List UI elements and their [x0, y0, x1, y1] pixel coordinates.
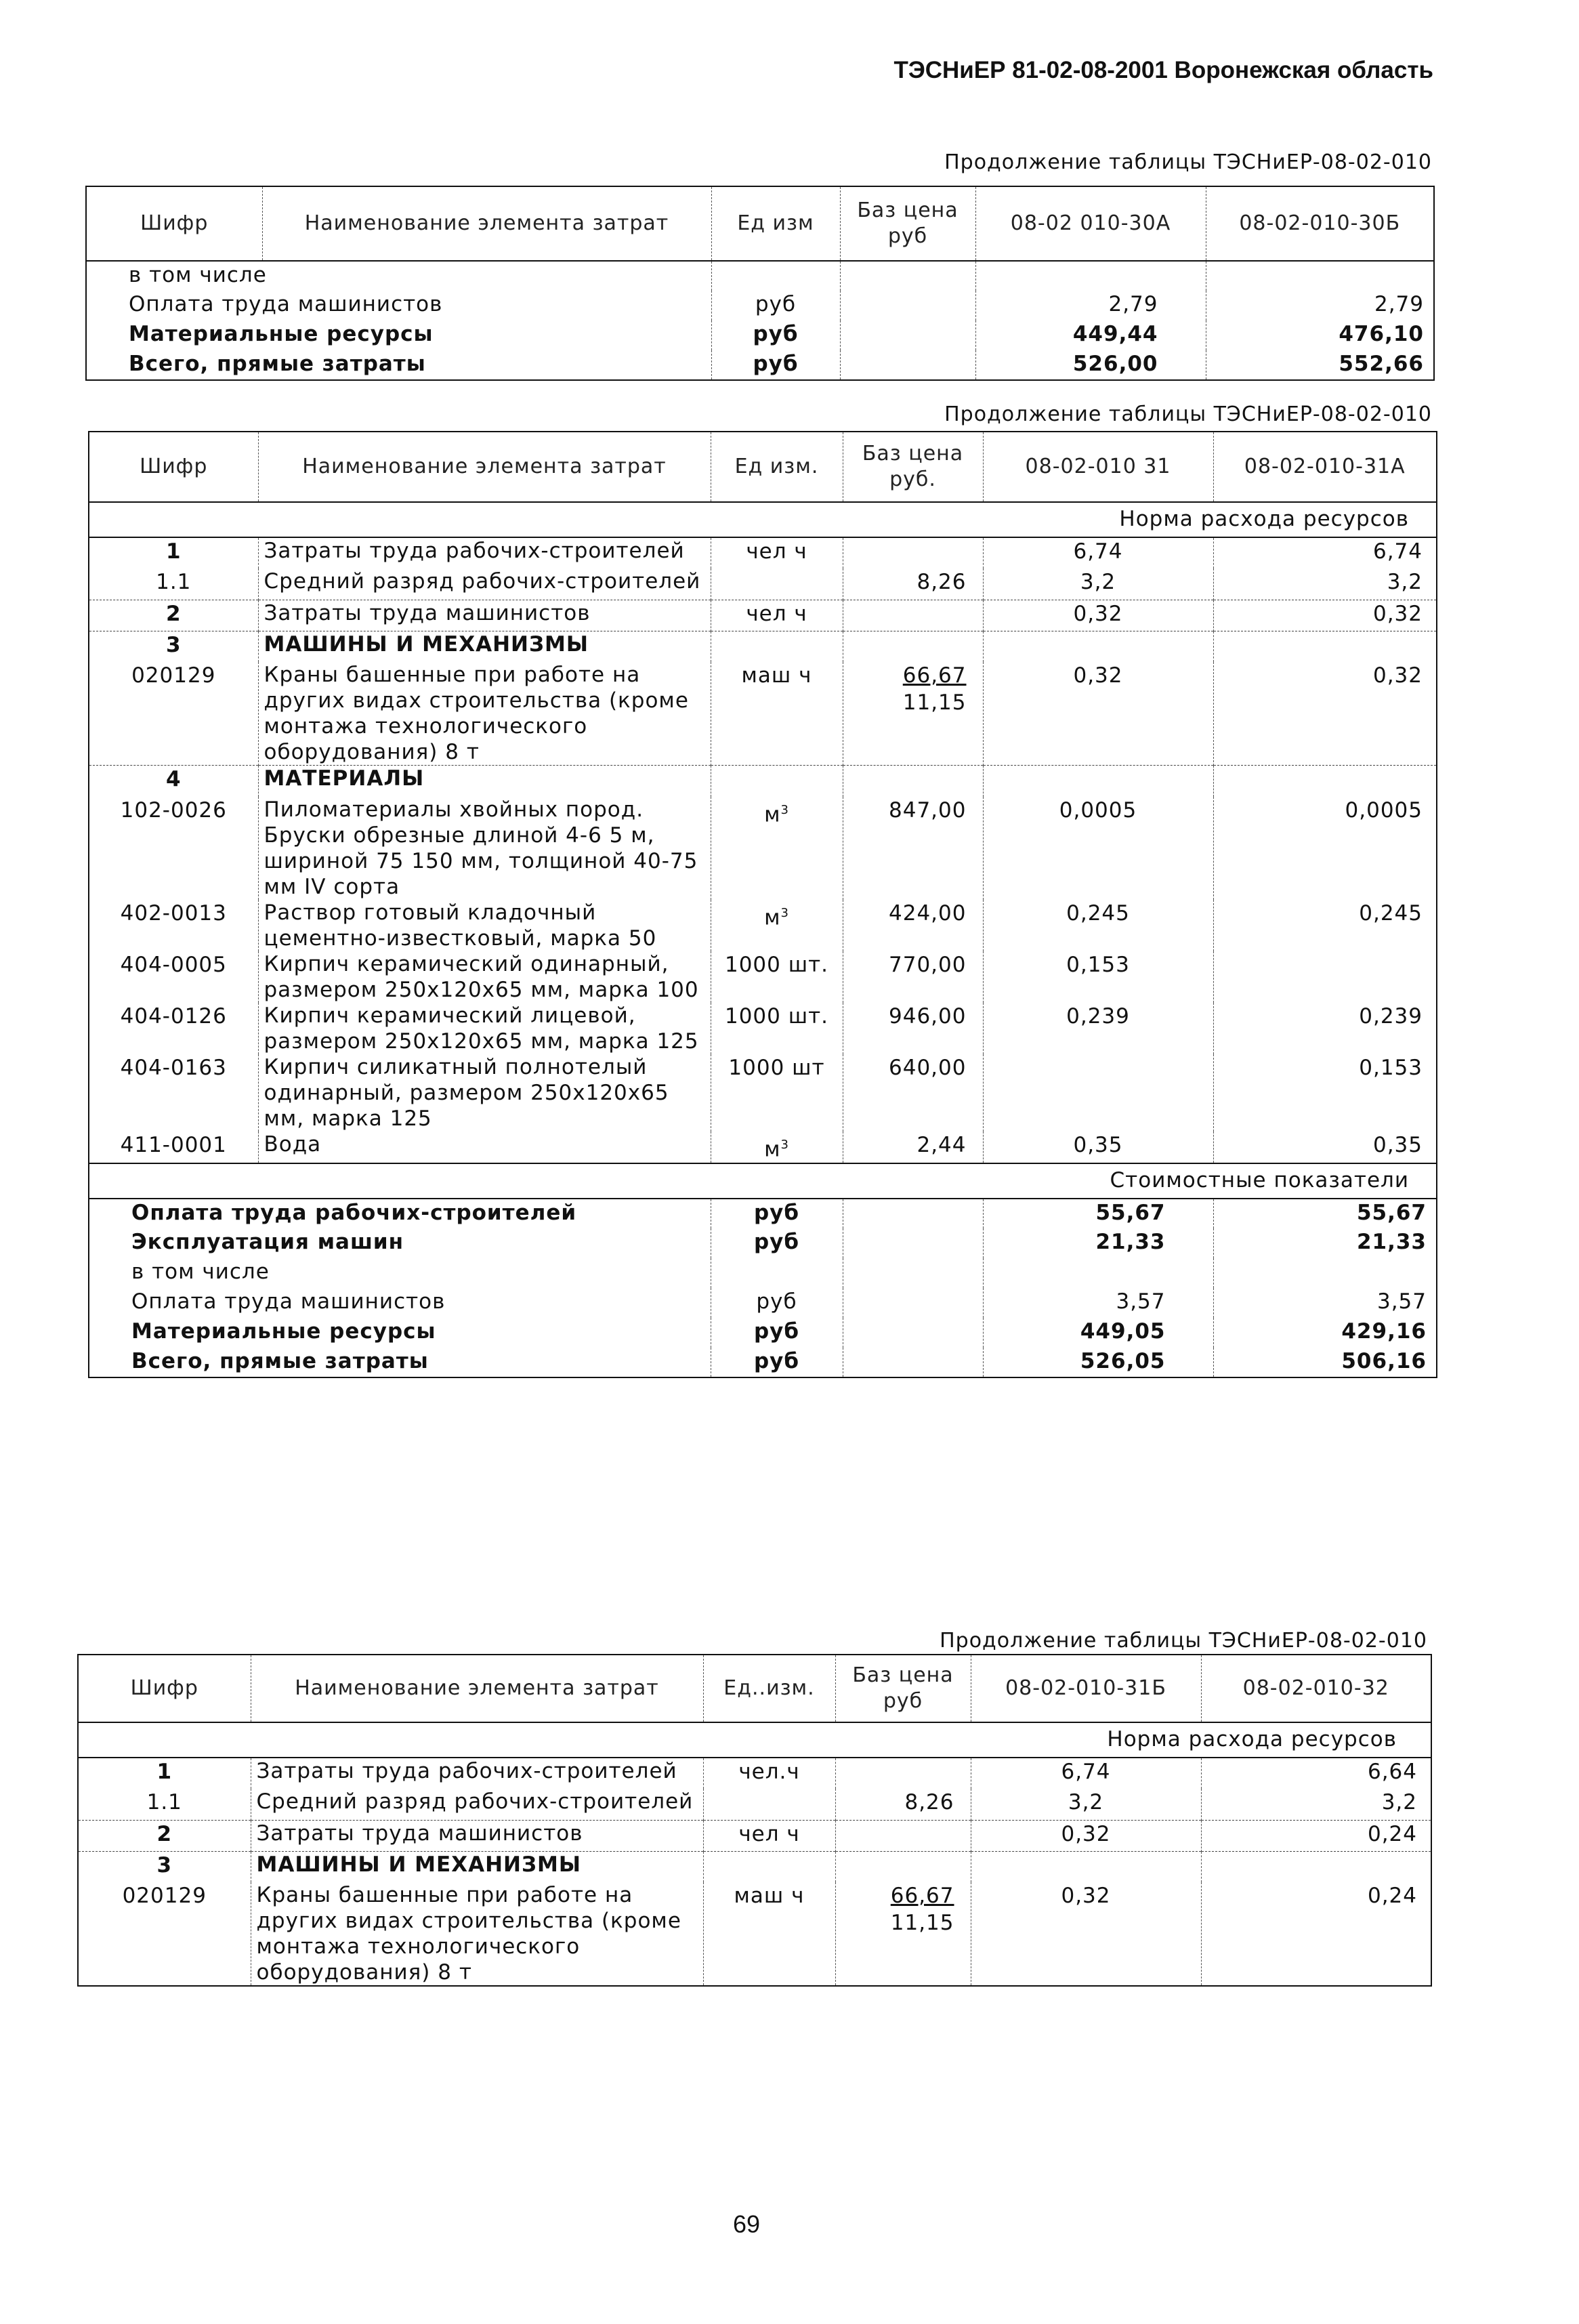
price-value: 946,00: [889, 1003, 967, 1029]
row-value-1: 0,35: [983, 1132, 1213, 1163]
row-name: Пиломатериалы хвойных пород. Бруски обрезные длиной 4-6 5 м, шириной 75 150 мм, толщиной 40-75 мм IV сорта: [258, 797, 711, 900]
row-code: 3: [78, 1851, 251, 1882]
table-row: [89, 766, 1437, 797]
unit-text: м: [764, 905, 781, 930]
resource-table-3: [77, 1654, 1432, 1987]
row-price: [840, 320, 975, 350]
row-value-2: 6,64: [1367, 1760, 1417, 1784]
row-price: [843, 568, 983, 600]
row-value-1: 0,32: [971, 1882, 1201, 1986]
row-unit: [711, 797, 843, 900]
table-row: [89, 1003, 1437, 1054]
row-value-2: [1201, 1851, 1431, 1882]
row-unit: [711, 1132, 843, 1163]
price-value: 424,00: [889, 900, 967, 926]
row-code: 2: [89, 600, 258, 631]
table-row: [89, 1228, 1437, 1258]
row-unit: руб: [711, 320, 840, 350]
table-row: [89, 1258, 1437, 1288]
row-unit: [703, 1851, 835, 1882]
table-row: [86, 350, 1434, 380]
table-continuation-label: Продолжение таблицы ТЭСНиЕР-08-02-010: [944, 150, 1432, 174]
row-price: [843, 537, 983, 568]
header-col1: 08-02-010-31Б: [971, 1655, 1201, 1722]
row-value-2: 0,0005: [1345, 797, 1423, 823]
price-value-secondary: 11,15: [890, 1911, 954, 1935]
row-name: Кирпич керамический одинарный, размером 250х120х65 мм, марка 100: [258, 951, 711, 1003]
header-col2: 08-02-010-32: [1201, 1655, 1431, 1722]
row-unit: руб: [711, 1348, 843, 1377]
row-name: Раствор готовый кладочный цементно-известковый, марка 50: [258, 900, 711, 951]
row-value-2: [1213, 766, 1437, 797]
row-unit: [703, 1789, 835, 1820]
row-value-1: 3,2: [971, 1789, 1201, 1820]
row-name: Вода: [258, 1132, 711, 1163]
row-value-1: 6,74: [971, 1758, 1201, 1789]
row-value-2: 6,74: [1372, 539, 1423, 564]
row-value-2: 506,16: [1341, 1348, 1427, 1373]
row-name: Всего, прямые затраты: [86, 350, 711, 380]
row-unit: [711, 1054, 843, 1132]
row-name: МАТЕРИАЛЫ: [258, 766, 711, 797]
unit-text: 1000 шт.: [724, 1003, 829, 1029]
unit-text: чел ч: [746, 601, 807, 626]
row-unit: руб: [711, 350, 840, 380]
table-row: [89, 662, 1437, 766]
row-price: [843, 1318, 983, 1348]
row-value-1: [983, 1258, 1213, 1288]
table-row: [89, 537, 1437, 568]
row-code: 1: [89, 537, 258, 568]
row-value-1: 0,32: [983, 662, 1213, 766]
unit-text: 1000 шт.: [724, 952, 829, 977]
row-price: [843, 951, 983, 1003]
table-row: [78, 1789, 1431, 1820]
header-unit: Ед изм.: [711, 432, 843, 502]
table-row: [89, 797, 1437, 900]
price-value: 66,67: [902, 663, 967, 688]
row-value-2: 0,153: [1359, 1055, 1423, 1080]
row-name: Затраты труда машинистов: [251, 1820, 703, 1851]
row-code: 020129: [78, 1882, 251, 1986]
row-price: [843, 900, 983, 951]
price-value: 847,00: [889, 797, 967, 823]
row-price: [843, 1199, 983, 1228]
row-price: [835, 1789, 971, 1820]
norm-label: Норма расхода ресурсов: [78, 1722, 1431, 1758]
header-name: Наименование элемента затрат: [251, 1655, 703, 1722]
row-value-2: 2,79: [1374, 292, 1424, 316]
price-value-secondary: 11,15: [902, 690, 967, 715]
row-price: [843, 1003, 983, 1054]
row-code: 4: [89, 766, 258, 797]
row-unit: [711, 1003, 843, 1054]
row-name: Оплата труда машинистов: [86, 291, 711, 320]
row-name: Краны башенные при работе на других видах строительства (кроме монтажа технологического оборудования) 8 т: [251, 1882, 703, 1986]
row-value-2: 55,67: [1356, 1200, 1427, 1225]
row-code: 2: [78, 1820, 251, 1851]
table-row: [78, 1758, 1431, 1789]
row-price: [835, 1820, 971, 1851]
row-unit: руб: [711, 291, 840, 320]
row-value-2: 3,2: [1381, 1790, 1417, 1814]
row-code: 1: [78, 1758, 251, 1789]
row-unit: руб: [711, 1318, 843, 1348]
row-value-1: 3,57: [983, 1288, 1213, 1318]
table-row: [89, 568, 1437, 600]
table-row: [78, 1882, 1431, 1986]
row-name: Кирпич силикатный полнотелый одинарный, размером 250х120х65 мм, марка 125: [258, 1054, 711, 1132]
row-price: [835, 1758, 971, 1789]
row-code: 411-0001: [89, 1132, 258, 1163]
row-unit: руб: [711, 1199, 843, 1228]
row-value-2: 0,239: [1359, 1003, 1423, 1029]
header-col2: 08-02-010-30Б: [1206, 186, 1434, 261]
row-price: [843, 1228, 983, 1258]
price-value: 66,67: [890, 1884, 954, 1908]
row-price: [843, 1348, 983, 1377]
table-row: [86, 261, 1434, 291]
header-base-price: Баз цена руб.: [843, 432, 983, 502]
row-unit: [711, 600, 843, 631]
row-value-1: [983, 631, 1213, 662]
row-value-1: 0,32: [983, 600, 1213, 631]
header-base-price: Баз цена руб: [840, 186, 975, 261]
row-value-1: [971, 1851, 1201, 1882]
row-value-1: 449,05: [983, 1318, 1213, 1348]
unit-superscript: 3: [780, 1137, 789, 1152]
row-name: Материальные ресурсы: [86, 320, 711, 350]
row-code: 402-0013: [89, 900, 258, 951]
row-name: Краны башенные при работе на других видах строительства (кроме монтажа технологического оборудования) 8 т: [258, 662, 711, 766]
row-name: Оплата труда рабочих-строителей: [89, 1199, 711, 1228]
row-price: [843, 766, 983, 797]
row-unit: [711, 662, 843, 766]
row-value-2: 0,32: [1213, 600, 1437, 631]
price-value: 770,00: [889, 952, 967, 977]
header-col1: 08-02 010-30А: [975, 186, 1206, 261]
row-name: Эксплуатация машин: [89, 1228, 711, 1258]
row-unit: [711, 1258, 843, 1288]
row-price: [843, 600, 983, 631]
unit-text: м: [764, 1136, 781, 1161]
row-value-1: [975, 261, 1206, 291]
page-header: ТЭСНиЕР 81-02-08-2001 Воронежская область: [893, 57, 1433, 83]
table-row: [78, 1820, 1431, 1851]
unit-text: 1000 шт: [728, 1055, 825, 1080]
row-price: [840, 350, 975, 380]
table-row: [89, 1054, 1437, 1132]
unit-text: м: [764, 802, 781, 827]
row-unit: [711, 766, 843, 797]
row-value-2: [1213, 951, 1437, 1003]
table-row: [86, 320, 1434, 350]
row-value-2: 0,35: [1372, 1132, 1423, 1157]
row-value-2: 3,57: [1376, 1289, 1427, 1314]
row-price: [843, 1054, 983, 1132]
norm-label: Норма расхода ресурсов: [89, 502, 1437, 537]
row-code: 1.1: [89, 568, 258, 600]
table-row: [89, 1288, 1437, 1318]
unit-text: чел ч: [746, 539, 807, 564]
row-price: [843, 1132, 983, 1163]
table-continuation-label: Продолжение таблицы ТЭСНиЕР-08-02-010: [944, 402, 1432, 426]
cost-label: Стоимостные показатели: [89, 1163, 1437, 1199]
header-code: Шифр: [78, 1655, 251, 1722]
row-name: Затраты труда машинистов: [258, 600, 711, 631]
row-value-2: 429,16: [1341, 1319, 1427, 1344]
unit-text: чел.ч: [738, 1760, 800, 1784]
table-row: [86, 291, 1434, 320]
row-value-2: [1213, 631, 1437, 662]
price-value: 8,26: [904, 1790, 954, 1814]
row-value-2: [1213, 1258, 1437, 1288]
page-number: 69: [733, 2210, 761, 2238]
row-unit: руб: [711, 1288, 843, 1318]
row-name: Оплата труда машинистов: [89, 1288, 711, 1318]
row-name: Затраты труда рабочих-строителей: [251, 1758, 703, 1789]
row-value-2: 0,24: [1201, 1820, 1431, 1851]
row-name: Затраты труда рабочих-строителей: [258, 537, 711, 568]
row-name: МАШИНЫ И МЕХАНИЗМЫ: [251, 1851, 703, 1882]
row-code: 404-0126: [89, 1003, 258, 1054]
row-value-2: 0,32: [1372, 663, 1423, 688]
header-col1: 08-02-010 31: [983, 432, 1213, 502]
row-value-2: 3,2: [1387, 570, 1423, 594]
row-value-1: [983, 1054, 1213, 1132]
row-unit: [711, 261, 840, 291]
row-price: [840, 291, 975, 320]
row-value-1: [983, 766, 1213, 797]
row-code: 102-0026: [89, 797, 258, 900]
row-value-1: 0,245: [983, 900, 1213, 951]
table-continuation-label: Продолжение таблицы ТЭСНиЕР-08-02-010: [940, 1629, 1427, 1653]
unit-text: чел ч: [738, 1821, 800, 1846]
row-price: [835, 1882, 971, 1986]
unit-text: маш ч: [734, 1884, 805, 1908]
row-value-1: 526,00: [975, 350, 1206, 380]
row-value-1: 2,79: [975, 291, 1206, 320]
header-unit: Ед..изм.: [703, 1655, 835, 1722]
table-row: [89, 900, 1437, 951]
price-value: 640,00: [889, 1055, 967, 1080]
row-unit: [711, 951, 843, 1003]
header-base-price: Баз цена руб: [835, 1655, 971, 1722]
table-row: [89, 1318, 1437, 1348]
table-row: [89, 1348, 1437, 1377]
row-value-2: 0,24: [1367, 1884, 1417, 1908]
header-unit: Ед изм: [711, 186, 840, 261]
row-price: [840, 261, 975, 291]
row-price: [843, 1258, 983, 1288]
row-price: [843, 631, 983, 662]
table-row: [89, 1199, 1437, 1228]
row-code: 3: [89, 631, 258, 662]
header-col2: 08-02-010-31А: [1213, 432, 1437, 502]
table-row: [89, 951, 1437, 1003]
row-unit: руб: [711, 1228, 843, 1258]
row-value-2: 21,33: [1356, 1229, 1427, 1254]
row-value-2: 476,10: [1339, 322, 1424, 346]
row-value-2: 0,245: [1359, 900, 1423, 926]
price-value: 8,26: [917, 570, 967, 594]
row-value-2: [1206, 261, 1434, 291]
price-value: 2,44: [917, 1132, 967, 1157]
row-unit: [711, 568, 843, 600]
row-price: [843, 1288, 983, 1318]
row-price: [835, 1851, 971, 1882]
row-value-1: 0,32: [971, 1820, 1201, 1851]
row-value-1: 0,0005: [983, 797, 1213, 900]
row-name: Средний разряд рабочих-строителей: [258, 568, 711, 600]
unit-text: маш ч: [741, 663, 812, 688]
row-unit: [703, 1758, 835, 1789]
row-unit: [703, 1820, 835, 1851]
unit-superscript: 3: [780, 802, 789, 817]
row-value-1: 449,44: [975, 320, 1206, 350]
row-value-1: 21,33: [983, 1228, 1213, 1258]
row-code: 020129: [89, 662, 258, 766]
table-row: [78, 1851, 1431, 1882]
row-code: 404-0163: [89, 1054, 258, 1132]
row-price: [843, 797, 983, 900]
row-name: МАШИНЫ И МЕХАНИЗМЫ: [258, 631, 711, 662]
header-name: Наименование элемента затрат: [262, 186, 711, 261]
resource-table-2: [88, 431, 1437, 1378]
row-value-1: 0,239: [983, 1003, 1213, 1054]
row-unit: [711, 631, 843, 662]
row-unit: [703, 1882, 835, 1986]
unit-superscript: 3: [780, 905, 789, 920]
header-name: Наименование элемента затрат: [258, 432, 711, 502]
resource-table-1: [85, 186, 1435, 381]
row-value-1: 526,05: [983, 1348, 1213, 1377]
table-row: [89, 631, 1437, 662]
row-code: 1.1: [78, 1789, 251, 1820]
row-price: [843, 662, 983, 766]
row-name: в том числе: [86, 261, 711, 291]
row-unit: [711, 900, 843, 951]
row-value-1: 55,67: [983, 1199, 1213, 1228]
header-code: Шифр: [89, 432, 258, 502]
row-name: Всего, прямые затраты: [89, 1348, 711, 1377]
row-code: 404-0005: [89, 951, 258, 1003]
row-name: в том числе: [89, 1258, 711, 1288]
row-value-1: 0,153: [983, 951, 1213, 1003]
row-value-2: 552,66: [1339, 352, 1424, 376]
row-name: Кирпич керамический лицевой, размером 250х120х65 мм, марка 125: [258, 1003, 711, 1054]
table-row: [89, 1132, 1437, 1163]
row-unit: [711, 537, 843, 568]
row-name: Средний разряд рабочих-строителей: [251, 1789, 703, 1820]
header-code: Шифр: [86, 186, 262, 261]
row-value-1: 6,74: [983, 537, 1213, 568]
table-row: [89, 600, 1437, 631]
row-value-1: 3,2: [983, 568, 1213, 600]
row-name: Материальные ресурсы: [89, 1318, 711, 1348]
